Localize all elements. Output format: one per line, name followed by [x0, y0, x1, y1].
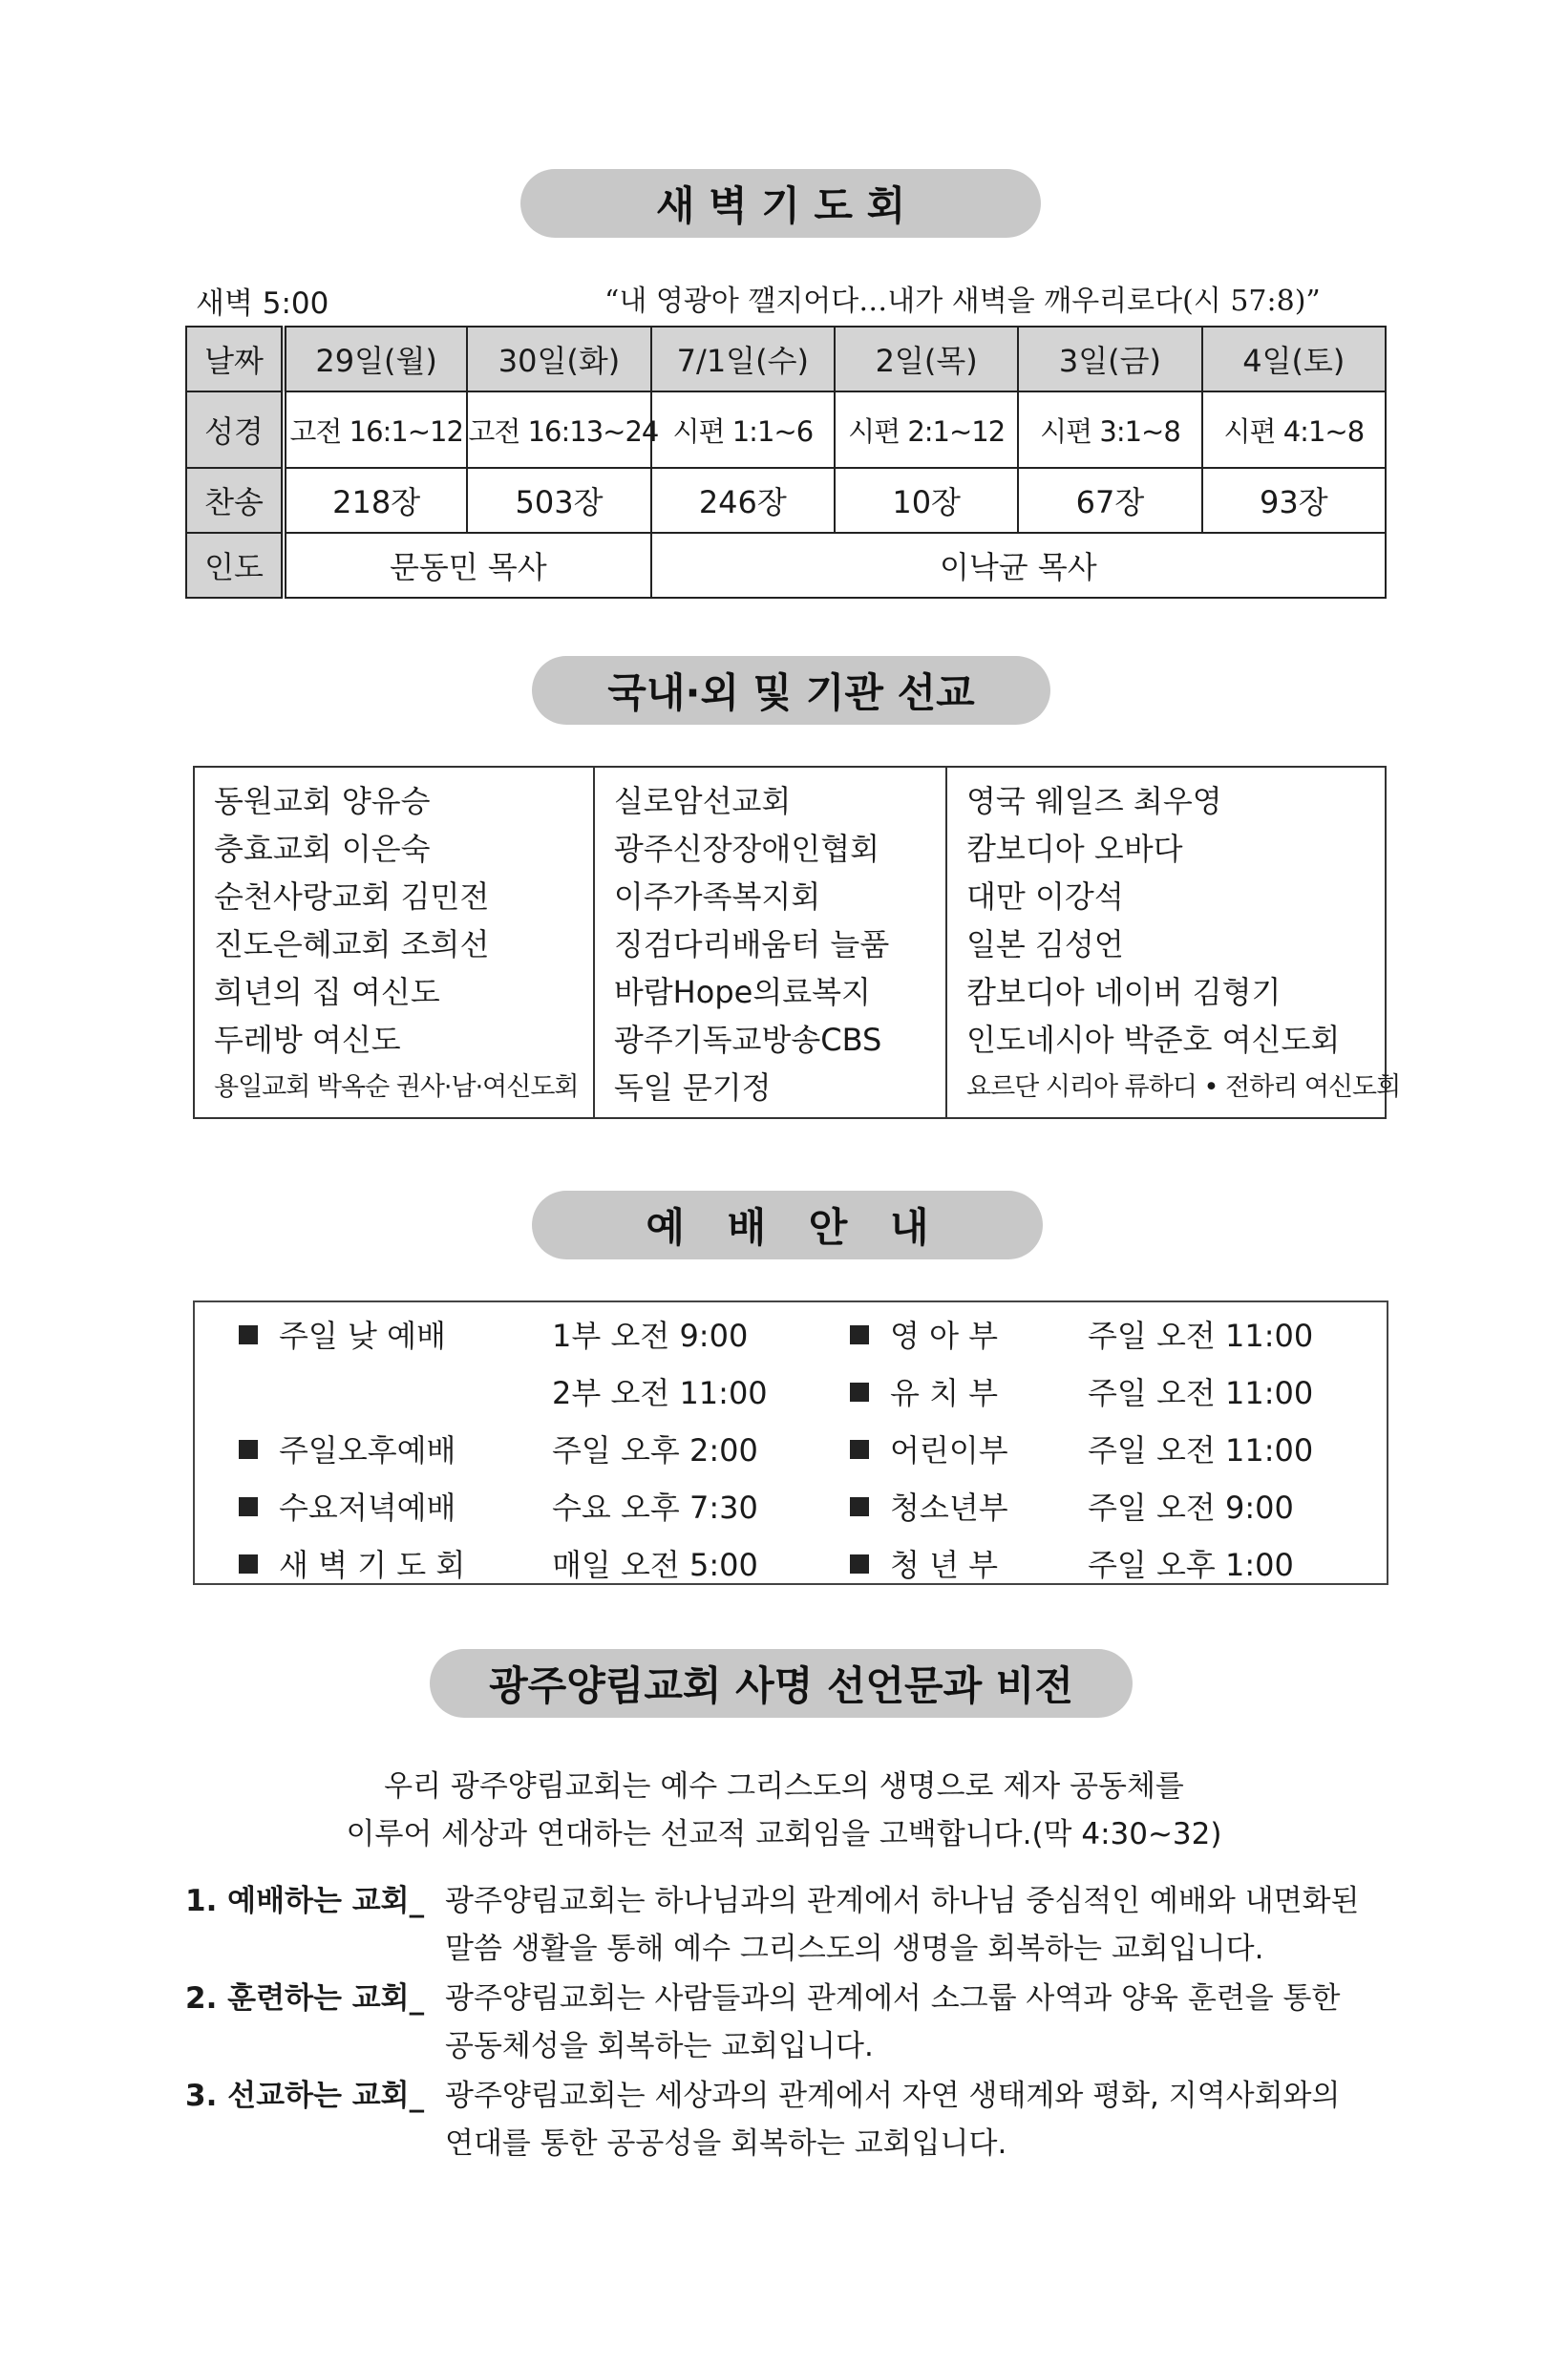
bullet-square-icon [850, 1497, 869, 1516]
scripture-cell: 고전 16:13~24 [467, 391, 650, 468]
vision-item-heading: 1. 예배하는 교회_ [185, 1884, 425, 1918]
bullet-square-icon [239, 1554, 258, 1574]
hymn-row [186, 468, 1386, 533]
worship-right-name: 청 년 부 [890, 1547, 999, 1583]
mission-item: 이주가족복지회 [613, 878, 821, 915]
worship-left-time: 1부 오전 9:00 [552, 1318, 749, 1354]
vision-item-heading: 3. 선교하는 교회_ [185, 2079, 425, 2113]
dawn-prayer-heading: 새 벽 기 도 회 [520, 169, 1041, 238]
worship-right-name: 영 아 부 [890, 1318, 999, 1354]
worship-left-item [239, 1541, 465, 1585]
worship-box [193, 1300, 1388, 1585]
mission-item: 징검다리배움터 늘품 [613, 926, 890, 962]
hymn-cell: 503장 [467, 468, 650, 533]
worship-right-item [850, 1427, 1008, 1470]
scripture-cell: 시편 2:1~12 [835, 391, 1018, 468]
mission-item: 광주신장장애인협회 [613, 831, 880, 867]
bullet-square-icon [850, 1440, 869, 1459]
worship-left-item [239, 1427, 456, 1470]
mission-item: 대만 이강석 [966, 878, 1124, 915]
worship-right-time: 주일 오전 11:00 [1088, 1432, 1314, 1469]
mission-item: 인도네시아 박준호 여신도회 [966, 1022, 1341, 1058]
mission-item: 충효교회 이은숙 [214, 831, 431, 867]
date-cell: 3일(금) [1018, 327, 1201, 391]
worship-heading: 예 배 안 내 [532, 1191, 1043, 1259]
vision-item-text: 광주양림교회는 세상과의 관계에서 자연 생태계와 평화, 지역사회와의 [445, 2079, 1341, 2113]
leader-row [186, 533, 1386, 598]
dawn-prayer-table [185, 326, 1387, 599]
row-label-leader: 인도 [186, 533, 284, 598]
leader-cell: 이낙균 목사 [651, 533, 1386, 598]
worship-left-name: 주일오후예배 [279, 1432, 456, 1469]
leader-cell: 문동민 목사 [284, 533, 651, 598]
mission-item: 순천사랑교회 김민전 [214, 878, 490, 915]
hymn-cell: 218장 [284, 468, 467, 533]
vision-item-text: 공동체성을 회복하는 교회입니다. [445, 2029, 874, 2063]
worship-left-time: 매일 오전 5:00 [552, 1547, 758, 1583]
worship-right-time: 주일 오후 1:00 [1088, 1547, 1294, 1583]
worship-row [195, 1535, 1387, 1593]
worship-left-item [239, 1312, 446, 1356]
worship-row [195, 1364, 1387, 1421]
mission-item: 요르단 시리아 류하디 • 전하리 여신도회 [966, 1072, 1401, 1102]
hymn-cell: 246장 [651, 468, 835, 533]
mission-item: 영국 웨일즈 최우영 [966, 783, 1222, 819]
worship-left-name: 새 벽 기 도 회 [279, 1547, 466, 1583]
worship-right-item [850, 1541, 998, 1585]
mission-item: 캄보디아 오바다 [966, 831, 1183, 867]
worship-right-time: 주일 오전 9:00 [1088, 1490, 1294, 1526]
bullet-square-icon [239, 1497, 258, 1516]
vision-item-text: 말씀 생활을 통해 예수 그리스도의 생명을 회복하는 교회입니다. [445, 1932, 1264, 1966]
missions-box [193, 766, 1401, 1119]
hymn-cell: 67장 [1018, 468, 1201, 533]
worship-right-time: 주일 오전 11:00 [1088, 1375, 1314, 1411]
worship-left-time: 수요 오후 7:30 [552, 1490, 758, 1526]
worship-left-time: 2부 오전 11:00 [552, 1375, 768, 1411]
vision-item-text: 연대를 통한 공공성을 회복하는 교회입니다. [445, 2126, 1007, 2161]
row-label-scripture: 성경 [186, 391, 284, 468]
scripture-row [186, 391, 1386, 468]
worship-row [195, 1421, 1387, 1478]
bullet-square-icon [850, 1554, 869, 1574]
worship-right-name: 유 치 부 [890, 1375, 999, 1411]
date-cell: 7/1일(수) [651, 327, 835, 391]
hymn-cell: 10장 [835, 468, 1018, 533]
missions-column [593, 768, 945, 1117]
bullet-square-icon [850, 1383, 869, 1402]
date-cell: 4일(토) [1202, 327, 1386, 391]
bullet-square-icon [239, 1440, 258, 1459]
worship-right-item [850, 1369, 998, 1413]
row-label-hymn: 찬송 [186, 468, 284, 533]
date-row [186, 327, 1386, 391]
mission-item: 두레방 여신도 [214, 1022, 401, 1058]
worship-left-name: 수요저녁예배 [279, 1490, 456, 1526]
worship-right-time: 주일 오전 11:00 [1088, 1318, 1314, 1354]
vision-item-heading: 2. 훈련하는 교회_ [185, 1981, 425, 2016]
worship-right-item [850, 1484, 1008, 1528]
mission-item: 독일 문기정 [613, 1069, 772, 1106]
vision-item-text: 광주양림교회는 사람들과의 관계에서 소그룹 사역과 양육 훈련을 통한 [445, 1981, 1341, 2016]
worship-row [195, 1306, 1387, 1364]
scripture-cell: 시편 1:1~6 [651, 391, 835, 468]
worship-left-time: 주일 오후 2:00 [552, 1432, 758, 1469]
scripture-cell: 시편 3:1~8 [1018, 391, 1201, 468]
worship-right-name: 청소년부 [890, 1490, 1008, 1526]
mission-item: 캄보디아 네이버 김형기 [966, 974, 1282, 1010]
mission-item: 동원교회 양유승 [214, 783, 431, 819]
scripture-cell: 시편 4:1~8 [1202, 391, 1386, 468]
worship-left-name: 주일 낮 예배 [279, 1318, 446, 1354]
date-cell: 29일(월) [284, 327, 467, 391]
worship-left-item [239, 1484, 456, 1528]
dawn-prayer-time: 새벽 5:00 [196, 286, 329, 321]
bullet-square-icon [239, 1325, 258, 1344]
mission-item: 일본 김성언 [966, 926, 1124, 962]
mission-item: 희년의 집 여신도 [214, 974, 440, 1010]
worship-row [195, 1478, 1387, 1535]
scripture-cell: 고전 16:1~12 [284, 391, 467, 468]
worship-right-item [850, 1312, 998, 1356]
worship-right-name: 어린이부 [890, 1432, 1008, 1469]
bullet-square-icon [850, 1325, 869, 1344]
date-cell: 30일(화) [467, 327, 650, 391]
mission-item: 실로암선교회 [613, 783, 792, 819]
vision-item-text: 광주양림교회는 하나님과의 관계에서 하나님 중심적인 예배와 내면화된 [445, 1884, 1360, 1918]
missions-heading: 국내·외 및 기관 선교 [532, 656, 1050, 725]
mission-item: 용일교회 박옥순 권사·남·여신도회 [214, 1072, 579, 1102]
vision-heading: 광주양림교회 사명 선언문과 비전 [430, 1649, 1133, 1718]
dawn-prayer-verse: “내 영광아 깰지어다…내가 새벽을 깨우리로다(시 57:8)” [604, 285, 1321, 318]
missions-column [945, 768, 1401, 1117]
vision-intro-line: 이루어 세상과 연대하는 선교적 교회임을 고백합니다.(막 4:30~32) [346, 1817, 1222, 1851]
row-label-date: 날짜 [186, 327, 284, 391]
vision-intro-line: 우리 광주양림교회는 예수 그리스도의 생명으로 제자 공동체를 [384, 1769, 1184, 1804]
date-cell: 2일(목) [835, 327, 1018, 391]
hymn-cell: 93장 [1202, 468, 1386, 533]
mission-item: 바람Hope의료복지 [613, 974, 871, 1010]
mission-item: 광주기독교방송CBS [613, 1022, 882, 1058]
mission-item: 진도은혜교회 조희선 [214, 926, 490, 962]
missions-column [195, 768, 593, 1117]
